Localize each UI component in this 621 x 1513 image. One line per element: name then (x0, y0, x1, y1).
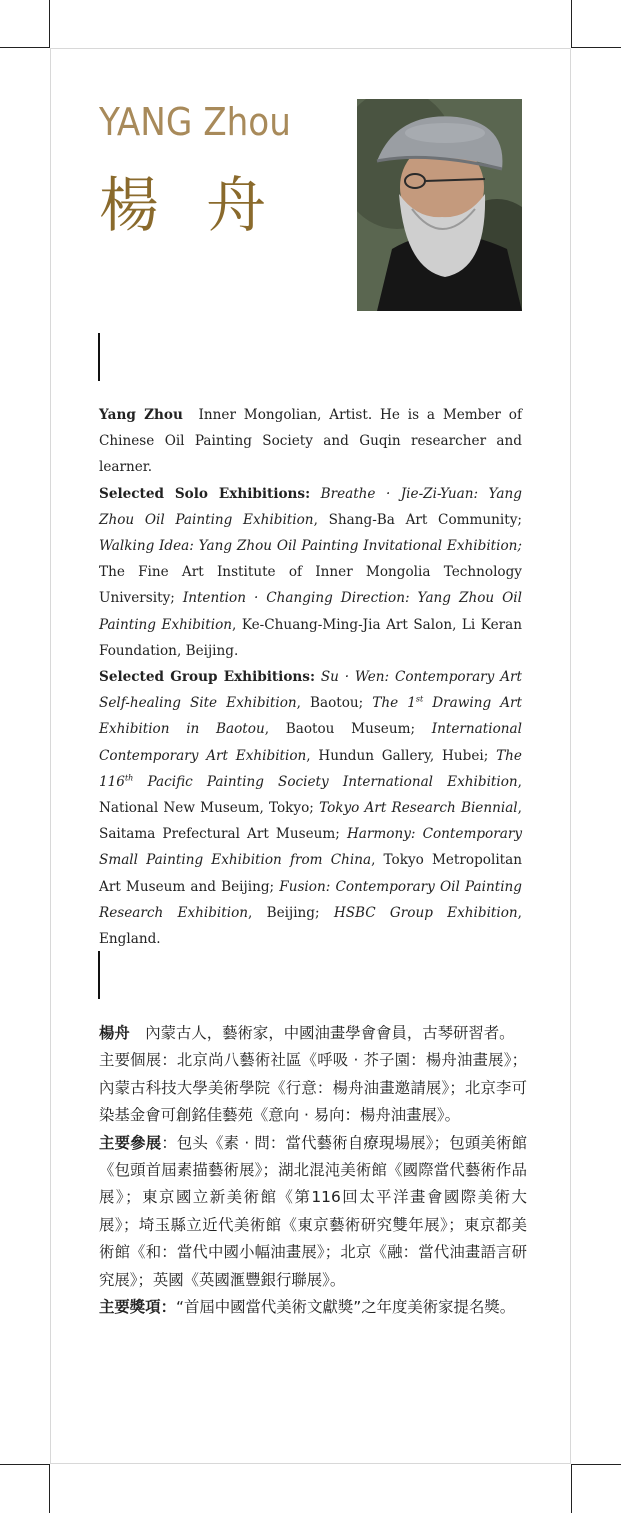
crop-mark-bottom-right-h (571, 1464, 621, 1465)
bio-zh-intro-text: 內蒙古人，藝術家，中國油畫學會會員，古琴研習者。 (129, 1024, 515, 1042)
bio-en-group-work-1: Su · Wen: Contemporary Art Self-healing Site Exhibition (99, 669, 522, 712)
bio-en-solo-label: Selected Solo Exhibitions: (99, 485, 311, 502)
bio-en-group-work-2b: Drawing Art Exhibition in Baotou (99, 695, 522, 738)
artist-portrait (357, 99, 522, 311)
bio-zh-group (99, 1130, 527, 1294)
crop-mark-bottom-left-h (0, 1464, 50, 1465)
bio-en-solo-work-3: Intention · Changing Direction: Yang Zhou Oil Painting Exhibition (99, 590, 522, 633)
portrait-illustration (357, 99, 522, 311)
bio-en-group-text-6: , Tokyo Metropolitan Art Museum and Beijing; (99, 852, 522, 895)
crop-mark-top-left-v (49, 0, 50, 48)
bio-zh-group-text: ：包头《素 · 問：當代藝術自療現場展》；包頭美術館《包頭首屆素描藝術展》；湖北混沌美術館《國際當代藝術作品展》；東京國立新美術館《第116回太平洋畫會國際美術大展》；埼玉縣立近代美術館《東京藝術研究雙年展》；東京都美術館《和：當代中國小幅油畫展》；北京《融：當代油畫語言研究展》；英國《英國滙豐銀行聯展》。 (99, 1133, 527, 1289)
bio-en-solo-work-1: Breathe · Jie-Zi-Yuan: Yang Zhou Oil Painting Exhibition (99, 485, 522, 528)
bio-en-group-text-2: , Baotou Museum; (264, 721, 432, 738)
section-rule-chinese (98, 951, 100, 999)
bio-zh-awards-label: 主要獎項： (99, 1298, 176, 1317)
crop-mark-bottom-right-v (571, 1464, 572, 1513)
bio-en-group-work-6: Harmony: Contemporary Small Painting Exhibition from China (99, 826, 522, 869)
section-rule-english (98, 333, 100, 381)
bio-en-solo-text-2: The Fine Art Institute of Inner Mongolia Technology University; (99, 564, 522, 607)
artist-name-chinese: 楊 舟 (99, 171, 281, 241)
biography-chinese (99, 1020, 527, 1321)
bio-en-intro-text: Inner Mongolian, Artist. He is a Member of Chinese Oil Painting Society and Guqin researcher and learner. (99, 407, 522, 476)
bio-en-group-work-2a: The 1 (372, 695, 416, 712)
bio-en-group (99, 664, 522, 952)
bio-en-group-text-7: , Beijing; (248, 904, 334, 921)
bio-en-group-work-3: International Contemporary Art Exhibition (99, 721, 522, 764)
bio-en-name: Yang Zhou (99, 407, 183, 423)
bio-en-group-text-4: , National New Museum, Tokyo; (99, 773, 522, 817)
bio-en-solo-text-1: , Shang-Ba Art Community; (313, 511, 522, 528)
bio-zh-group-label: 主要參展 (99, 1133, 162, 1152)
bio-zh-awards-text: “首屆中國當代美術文獻獎”之年度美術家提名獎。 (175, 1298, 516, 1317)
biography-english (99, 402, 522, 952)
bio-en-intro (99, 402, 522, 481)
artist-name-english: YANG Zhou (99, 100, 291, 144)
crop-mark-top-right-h (571, 47, 621, 48)
bio-en-group-work-5: Tokyo Art Research Biennial (319, 800, 518, 817)
bio-en-group-text-1: , Baotou; (296, 695, 373, 712)
bio-en-group-text-8: , England. (99, 904, 522, 948)
bio-zh-awards (99, 1294, 527, 1321)
bio-en-group-label: Selected Group Exhibitions: (99, 669, 315, 686)
bio-en-group-work-2-sup: st (415, 694, 424, 704)
bio-zh-name: 楊舟 (99, 1024, 130, 1042)
bio-zh-intro (99, 1020, 527, 1047)
crop-mark-bottom-left-v (49, 1464, 50, 1513)
bio-en-solo-work-2: Walking Idea: Yang Zhou Oil Painting Invitational Exhibition; (99, 538, 522, 555)
bio-zh-solo: 主要個展：北京尚八藝術社區《呼吸 · 芥子園：楊舟油畫展》；內蒙古科技大學美術學院《行意：楊舟油畫邀請展》；北京李可染基金會可創銘佳藝苑《意向 · 易向：楊舟油畫展》。 (99, 1051, 527, 1125)
bio-en-group-work-4-sup: th (124, 773, 134, 783)
bio-en-group-work-8: HSBC Group Exhibition (333, 904, 518, 921)
bio-en-group-text-3: , Hundun Gallery, Hubei; (306, 747, 497, 764)
bio-en-solo (99, 481, 522, 664)
crop-mark-top-left-h (0, 47, 50, 48)
bio-en-group-work-4b: Pacific Painting Society International Exhibition (133, 773, 518, 790)
crop-mark-top-right-v (571, 0, 572, 48)
bio-en-solo-text-3: , Ke-Chuang-Ming-Jia Art Salon, Li Keran Foundation, Beijing. (99, 616, 522, 659)
bio-en-group-work-7: Fusion: Contemporary Oil Painting Research Exhibition (99, 878, 522, 921)
bio-en-group-text-5: , Saitama Prefectural Art Museum; (99, 800, 522, 843)
bio-en-group-work-4a: The 116 (99, 747, 522, 790)
